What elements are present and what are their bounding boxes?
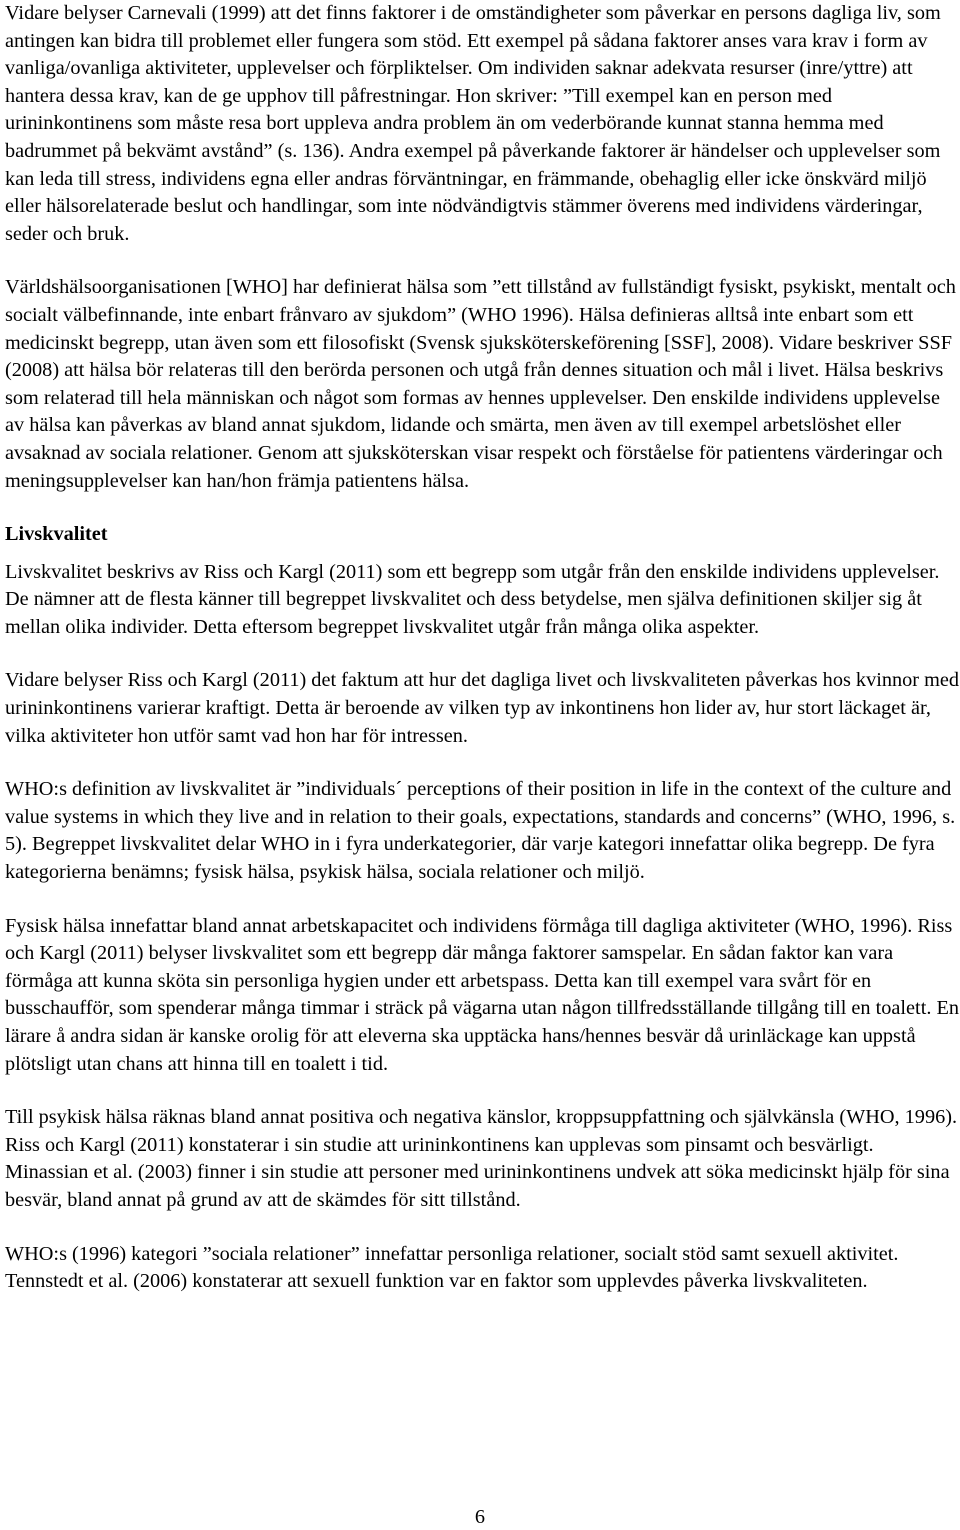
paragraph-carnevali: Vidare belyser Carnevali (1999) att det finns faktorer i de omständigheter som påverkar en persons dagliga liv, som antingen kan bidra till problemet eller fungera som stöd. Ett exempel på sådana faktorer anses vara krav i form av vanliga/ovanliga aktiviteter, upplevelser och förpliktelser. Om individen saknar adekvata resurser (inre/yttre) att hantera dessa krav, kan de ge upphov till påfrestningar. Hon skriver: ”Till exempel kan en person med urininkontinens som måste resa bort uppleva andra problem än om vederbörande kunnat stanna hemma med badrummet på bekvämt avstånd” (s. 136). Andra exempel på påverkande faktorer är händelser och upplevelser som kan leda till stress, individens egna eller andras förväntningar, en främmande, obehaglig eller icke önskvärd miljö eller hälsorelaterade beslut och handlingar, som inte nödvändigtvis stämmer överens med individens värderingar, seder och bruk.: [5, 2, 941, 245]
paragraph-social-relations: WHO:s (1996) kategori ”sociala relationer” innefattar personliga relationer, socialt stöd samt sexuell aktivitet. Tennstedt et al. (2006) konstaterar att sexuell funktion var en faktor som upplevdes påverka livskvaliteten.: [5, 1242, 899, 1293]
paragraph-who-health: Världshälsoorganisationen [WHO] har definierat hälsa som ”ett tillstånd av fullständigt fysiskt, psykiskt, mentalt och socialt välbefinnande, inte enbart frånvaro av sjukdom” (WHO 1996). Hälsa definieras alltså inte enbart som ett medicinskt begrepp, utan även som ett filosofiskt (Svensk sjuksköterskeförening [SSF], 2008). Vidare beskriver SSF (2008) att hälsa bör relateras till den berörda personen och utgå från dennes situation och mål i livet. Hälsa beskrivs som relaterad till hela människan och något som formas av hennes upplevelser. Den enskilde individens upplevelse av hälsa kan påverkas av bland annat sjukdom, lidande och smärta, men även av till exempel arbetslöshet eller avsaknad av sociala relationer. Genom att sjuksköterskan visar respekt och förståelse för patientens värderingar och meningsupplevelser kan han/hon främja patientens hälsa.: [5, 276, 956, 492]
section-heading-livskvalitet: Livskvalitet: [5, 523, 108, 546]
document-page: [5, 0, 960, 1296]
paragraph-livskvalitet-definition: Livskvalitet beskrivs av Riss och Kargl (2011) som ett begrepp som utgår från den enskilde individens upplevelser. De nämner att de flesta känner till begreppet livskvalitet och dess betydelse, men själva definitionen skiljer sig åt mellan olika individer. Detta eftersom begreppet livskvalitet utgår från många olika aspekter.: [5, 560, 940, 638]
paragraph-psychological-health: Till psykisk hälsa räknas bland annat positiva och negativa känslor, kroppsuppfattning och självkänsla (WHO, 1996). Riss och Kargl (2011) konstaterar i sin studie att urininkontinens kan upplevas som pinsamt och besvärligt. Minassian et al. (2003) finner i sin studie att personer med urininkontinens undvek att söka medicinskt hjälp för sina besvär, bland annat på grund av att de skämdes för sitt tillstånd.: [5, 1106, 958, 1211]
paragraph-riss-kargl: Vidare belyser Riss och Kargl (2011) det faktum att hur det dagliga livet och livskvaliteten påverkas hos kvinnor med urininkontinens varierar kraftigt. Detta är beroende av vilken typ av inkontinens hon lider av, hur stort läckaget är, vilka aktiviteter hon utför samt vad hon har för intressen.: [5, 669, 960, 747]
page-number: 6: [474, 1506, 486, 1528]
paragraph-physical-health: Fysisk hälsa innefattar bland annat arbetskapacitet och individens förmåga till dagliga aktiviteter (WHO, 1996). Riss och Kargl (2011) belyser livskvalitet som ett begrepp där många faktorer samspelar. En sådan faktor kan vara förmåga att kunna sköta sin personliga hygien under ett arbetspass. Detta kan till exempel vara svårt för en busschaufför, som spenderar många timmar i sträck på vägarna utan någon tillfredsställande tillgång till en toalett. En lärare å andra sidan är kanske orolig för att eleverna ska upptäcka hans/hennes besvär då urinläckage kan uppstå plötsligt utan chans att hinna till en toalett i tid.: [5, 914, 960, 1075]
paragraph-who-quality-of-life: WHO:s definition av livskvalitet är ”individuals´ perceptions of their position in life in the context of the culture and value systems in which they live and in relation to their goals, expectations, standards and concerns” (WHO, 1996, s. 5). Begreppet livskvalitet delar WHO in i fyra underkategorier, där varje kategori innefattar olika begrepp. De fyra kategorierna benämns; fysisk hälsa, psykisk hälsa, sociala relationer och miljö.: [5, 778, 956, 884]
